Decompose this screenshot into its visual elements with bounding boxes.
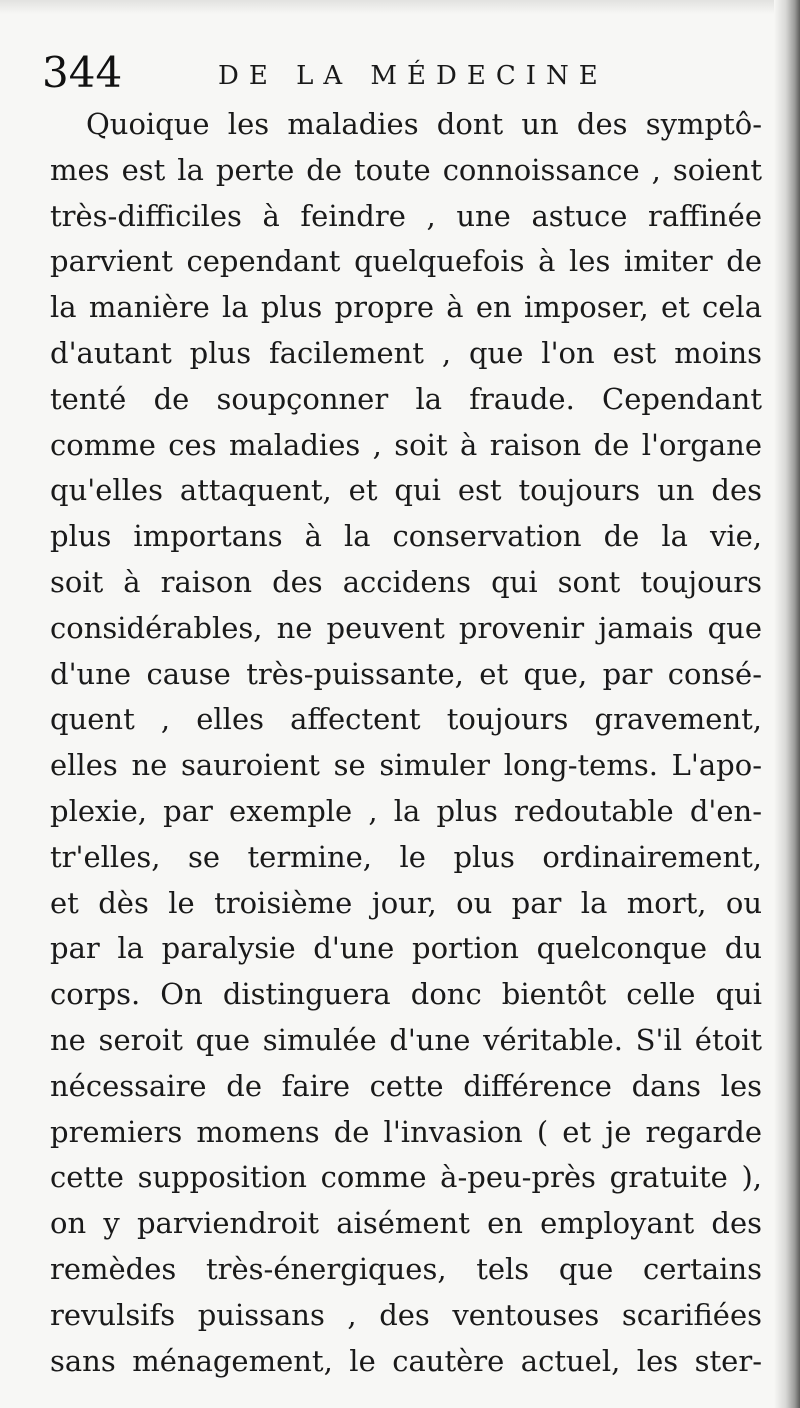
text-line: Quoique les maladies dont un des symptô- [86, 107, 762, 141]
text-line: nécessaire de faire cette différence dans les [50, 1068, 762, 1103]
text-line: cette supposition comme à-peu-près gratuite ), [50, 1160, 762, 1195]
text-line: soit à raison des accidens qui sont toujours [50, 564, 762, 599]
text-line: plexie, par exemple , la plus redoutable d'en- [50, 793, 762, 828]
top-edge-shadow [0, 0, 800, 14]
text-line: quent , elles affectent toujours gravement, [50, 702, 762, 737]
running-title: DE LA MÉDECINE [218, 61, 608, 91]
text-line: mes est la perte de toute connoissance , soient [50, 152, 762, 187]
text-line: comme ces maladies , soit à raison de l'organe [50, 427, 762, 462]
text-line: tenté de soupçonner la fraude. Cependant [50, 381, 762, 416]
text-line: corps. On distinguera donc bientôt celle qui [50, 977, 762, 1012]
page-number: 344 [42, 48, 123, 97]
text-line: remèdes très-énergiques, tels que certains [50, 1251, 762, 1286]
text-line: très-difficiles à feindre , une astuce raffinée [50, 198, 762, 233]
text-line: revulsifs puissans , des ventouses scarifiées [50, 1297, 762, 1332]
text-line: considérables, ne peuvent provenir jamais que [50, 610, 762, 645]
running-head [0, 48, 800, 98]
text-line: d'autant plus facilement , que l'on est moins [50, 335, 762, 370]
text-line: qu'elles attaquent, et qui est toujours un des [50, 473, 762, 508]
text-line: elles ne sauroient se simuler long-tems. L'apo- [50, 748, 762, 783]
text-line: on y parviendroit aisément en employant des [50, 1206, 762, 1241]
binding-gutter-shadow [774, 0, 800, 1408]
text-line: sans ménagement, le cautère actuel, les ster- [50, 1343, 762, 1378]
text-line: plus importans à la conservation de la vie, [50, 519, 762, 554]
text-line: et dès le troisième jour, ou par la mort, ou [50, 885, 762, 920]
text-line: d'une cause très-puissante, et que, par consé- [50, 656, 762, 691]
body-text [50, 102, 762, 1384]
text-line: par la paralysie d'une portion quelconque du [50, 931, 762, 966]
text-line: ne seroit que simulée d'une véritable. S'il étoit [50, 1022, 762, 1057]
text-line: tr'elles, se termine, le plus ordinairement, [50, 839, 762, 874]
text-line: premiers momens de l'invasion ( et je regarde [50, 1114, 762, 1149]
text-line: la manière la plus propre à en imposer, et cela [50, 290, 762, 325]
text-line: parvient cependant quelquefois à les imiter de [50, 244, 762, 279]
